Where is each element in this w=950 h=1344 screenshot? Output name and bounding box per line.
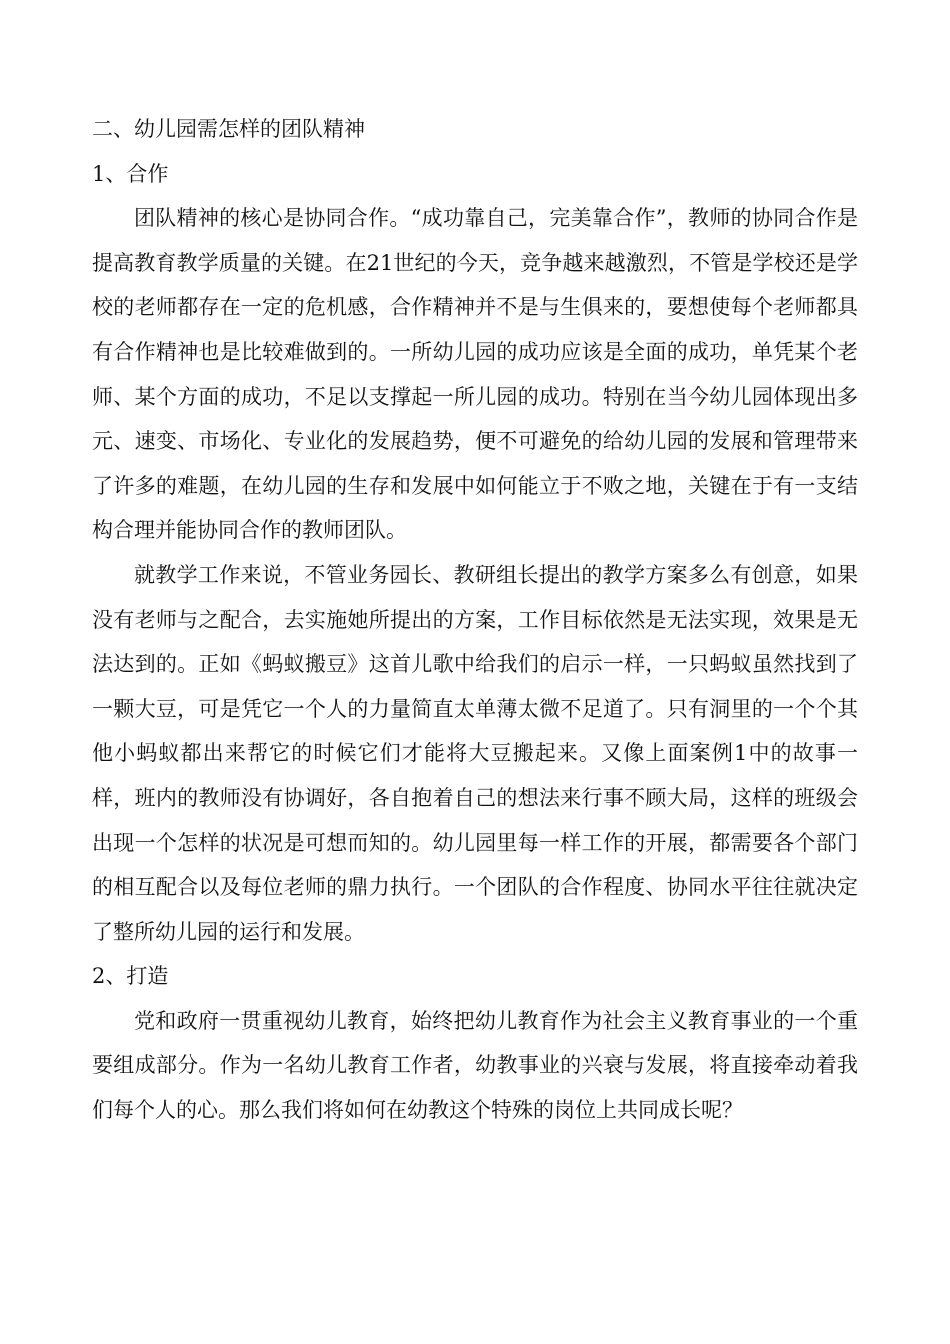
document-page <box>92 107 858 1133</box>
paragraph: 党和政府一贯重视幼儿教育，始终把幼儿教育作为社会主义教育事业的一个重要组成部分。作为一名幼儿教育工作者，幼教事业的兴衰与发展，将直接牵动着我们每个人的心。那么我们将如何在幼教这个特殊的岗位上共同成长呢？ <box>92 1008 858 1123</box>
section-title: 二、幼儿园需怎样的团队精神 <box>92 117 365 141</box>
paragraph: 团队精神的核心是协同合作。“成功靠自己，完美靠合作”，教师的协同合作是提高教育教学质量的关键。在21世纪的今天，竞争越来越激烈，不管是学校还是学校的老师都存在一定的危机感，合作精神并不是与生俱来的，要想使每个老师都具有合作精神也是比较难做到的。一所幼儿园的成功应该是全面的成功，单凭某个老师、某个方面的成功，不足以支撑起一所儿园的成功。特别在当今幼儿园体现出多元、速变、市场化、专业化的发展趋势，便不可避免的给幼儿园的发展和管理带来了许多的难题，在幼儿园的生存和发展中如何能立于不败之地，关键在于有一支结构合理并能协同合作的教师团队。 <box>92 206 858 543</box>
subsection-title-building: 2、打造 <box>92 964 169 989</box>
paragraph: 就教学工作来说，不管业务园长、教研组长提出的教学方案多么有创意，如果没有老师与之配合，去实施她所提出的方案，工作目标依然是无法实现，效果是无法达到的。正如《蚂蚁搬豆》这首儿歌中给我们的启示一样，一只蚂蚁虽然找到了一颗大豆，可是凭它一个人的力量简直太单薄太微不足道了。只有洞里的一个个其他小蚂蚁都出来帮它的时候它们才能将大豆搬起来。又像上面案例1中的故事一样，班内的教师没有协调好，各自抱着自己的想法来行事不顾大局，这样的班级会出现一个怎样的状况是可想而知的。幼儿园里每一样工作的开展，都需要各个部门的相互配合以及每位老师的鼎力执行。一个团队的合作程度、协同水平往往就决定了整所幼儿园的运行和发展。 <box>92 562 858 944</box>
subsection-title-cooperation: 1、合作 <box>92 161 169 186</box>
